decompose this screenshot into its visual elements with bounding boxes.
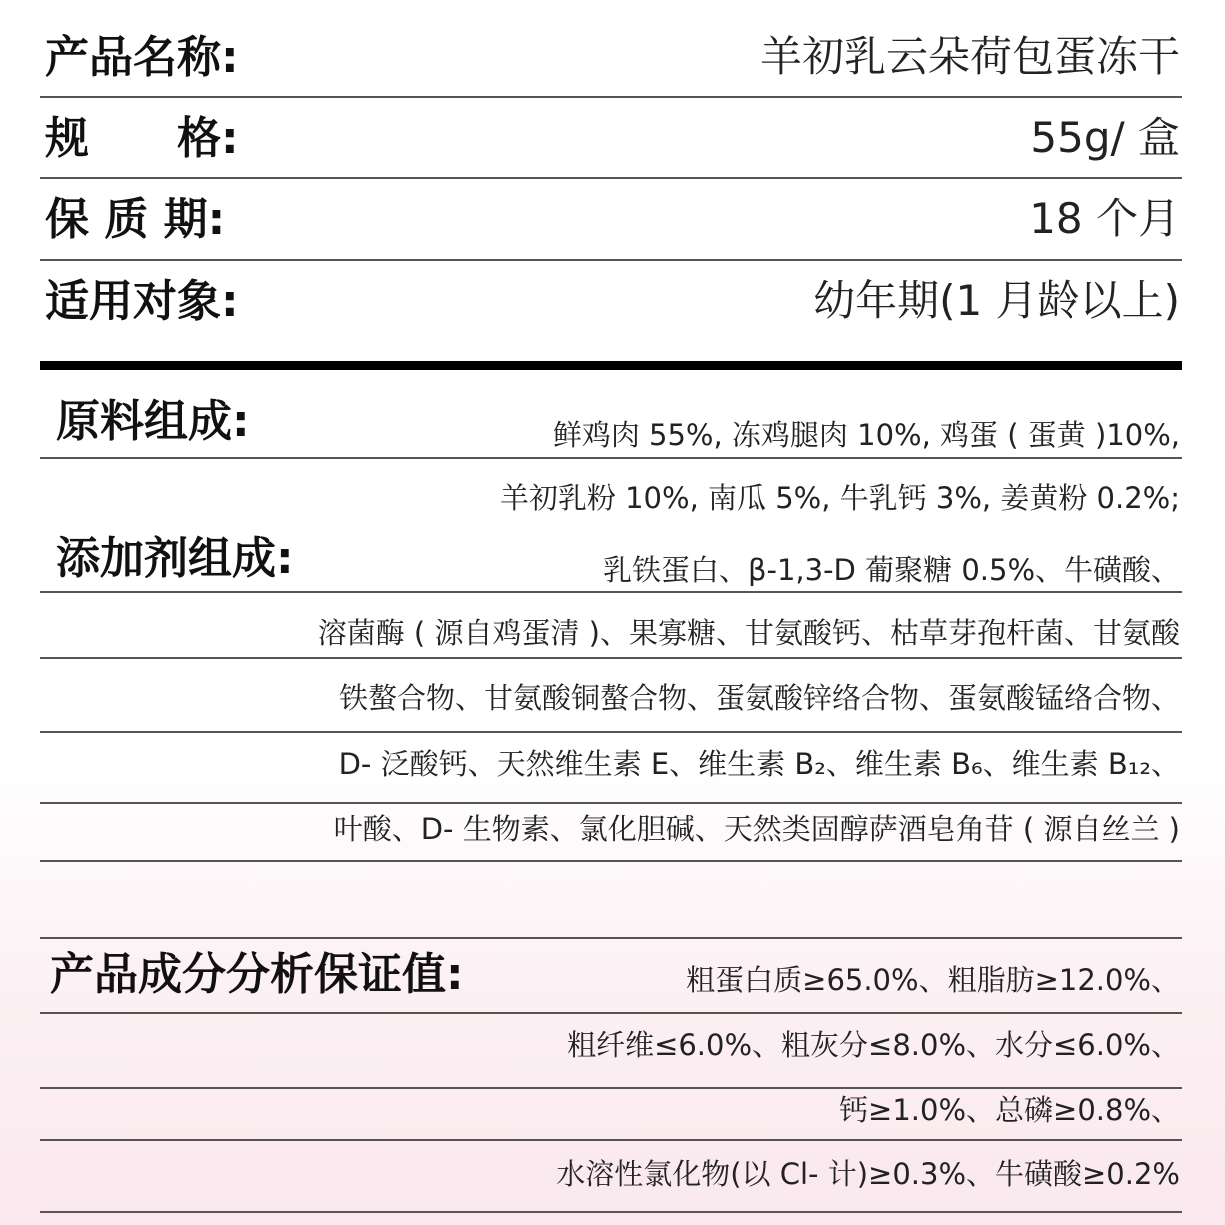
target-value: 幼年期(1 月龄以上) (813, 276, 1180, 325)
analysis-line: 钙≥1.0%、总磷≥0.8%、 (839, 1093, 1180, 1127)
divider (40, 1087, 1182, 1089)
additives-line: 叶酸、D- 生物素、氯化胆碱、天然类固醇萨酒皂角苷 ( 源自丝兰 ) (333, 812, 1180, 846)
product-name-value: 羊初乳云朵荷包蛋冻干 (759, 32, 1180, 81)
additives-line: 乳铁蛋白、β-1,3-D 葡聚糖 0.5%、牛磺酸、 (603, 553, 1180, 587)
divider (40, 860, 1182, 862)
product-name-label: 产品名称: (45, 32, 239, 83)
divider (40, 1139, 1182, 1141)
divider (40, 1211, 1182, 1213)
additives-label: 添加剂组成: (56, 533, 294, 584)
analysis-label: 产品成分分析保证值: (50, 949, 464, 1000)
divider (40, 657, 1182, 659)
divider (40, 802, 1182, 804)
analysis-line: 水溶性氯化物(以 Cl- 计)≥0.3%、牛磺酸≥0.2% (556, 1157, 1180, 1191)
target-label: 适用对象: (45, 276, 239, 327)
ingredients-line: 鲜鸡肉 55%, 冻鸡腿肉 10%, 鸡蛋 ( 蛋黄 )10%, (552, 418, 1180, 452)
section-divider-thick (40, 361, 1182, 370)
divider (40, 96, 1182, 98)
analysis-line: 粗蛋白质≥65.0%、粗脂肪≥12.0%、 (686, 963, 1180, 997)
ingredients-line: 羊初乳粉 10%, 南瓜 5%, 牛乳钙 3%, 姜黄粉 0.2%; (499, 481, 1180, 515)
divider (40, 731, 1182, 733)
divider (40, 591, 1182, 593)
additives-line: 铁螯合物、甘氨酸铜螯合物、蛋氨酸锌络合物、蛋氨酸锰络合物、 (338, 681, 1180, 715)
shelf-life-label: 保 质 期: (45, 194, 226, 245)
size-value: 55g/ 盒 (1030, 113, 1180, 162)
divider (40, 177, 1182, 179)
divider (40, 937, 1182, 939)
analysis-line: 粗纤维≤6.0%、粗灰分≤8.0%、水分≤6.0%、 (567, 1028, 1180, 1062)
ingredients-label: 原料组成: (56, 396, 250, 447)
divider (40, 1012, 1182, 1014)
shelf-life-value: 18 个月 (1029, 194, 1180, 243)
divider (40, 259, 1182, 261)
additives-line: D- 泛酸钙、天然维生素 E、维生素 B₂、维生素 B₆、维生素 B₁₂、 (338, 747, 1180, 781)
additives-line: 溶菌酶 ( 源自鸡蛋清 )、果寡糖、甘氨酸钙、枯草芽孢杆菌、甘氨酸 (317, 616, 1180, 650)
size-label: 规 格: (45, 113, 239, 164)
divider (40, 457, 1182, 459)
